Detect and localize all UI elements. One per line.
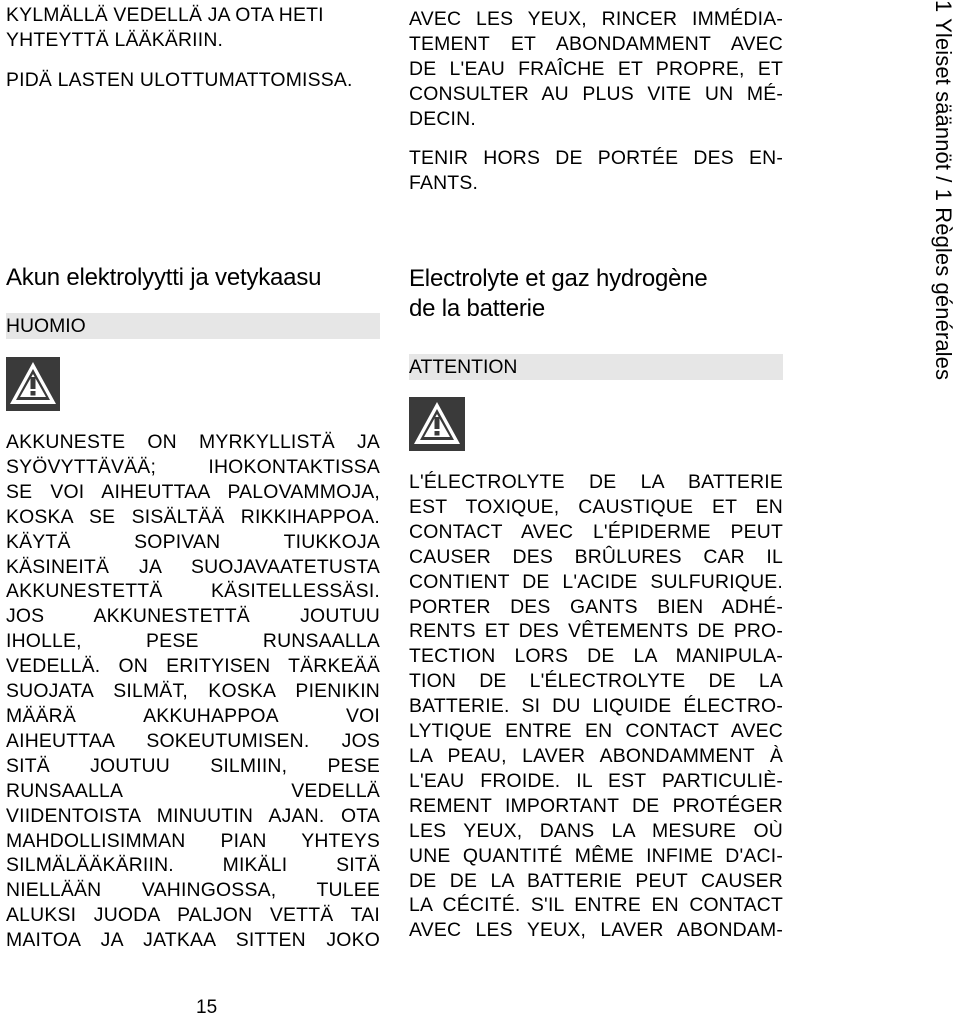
left-top-line: KYLMÄLLÄ VEDELLÄ JA OTA HETI [6, 4, 324, 26]
left-body-line: VIIDENTOISTA MINUUTIN AJAN. OTA [6, 804, 380, 827]
right-top-line: DE L'EAU FRAÎCHE ET PROPRE, ET [409, 57, 783, 80]
left-body-line: RUNSAALLA VEDELLÄ [6, 779, 380, 802]
right-body-line: BATTERIE. SI DU LIQUIDE ÉLECTRO- [409, 695, 783, 718]
right-body-line: LA CÉCITÉ. S'IL ENTRE EN CONTACT [409, 894, 783, 917]
right-keep-away-paragraph [409, 146, 783, 196]
left-body-line: JOS AKKUNESTETTÄ JOUTUU [6, 605, 380, 628]
side-chapter-title-text: 1 Yleiset säännöt / 1 Règles générales [931, 0, 956, 381]
right-body-line: CAUSER DES BRÛLURES CAR IL [409, 545, 783, 568]
side-chapter-title [928, 0, 958, 460]
right-top-line: CONSULTER AU PLUS VITE UN MÉ- [409, 82, 783, 105]
left-body-line: VEDELLÄ. ON ERITYISEN TÄRKEÄÄ [6, 655, 380, 678]
left-keep-away-text: PIDÄ LASTEN ULOTTUMATTOMISSA. [6, 69, 353, 91]
page-number: 15 [196, 997, 218, 1018]
right-body-line: EST TOXIQUE, CAUSTIQUE ET EN [409, 495, 783, 518]
right-body-line: L'EAU FROIDE. IL EST PARTICULIÈ- [409, 769, 783, 792]
warning-triangle-icon [6, 357, 60, 411]
left-body-line: AKKUNESTE ON MYRKYLLISTÄ JA [6, 431, 380, 453]
left-body-line: SITÄ JOUTUU SILMIIN, PESE [6, 754, 380, 777]
right-body-line: RENTS ET DES VÊTEMENTS DE PRO- [409, 620, 783, 643]
left-body-line: ALUKSI JUODA PALJON VETTÄ TAI [6, 904, 380, 927]
left-notice-label: HUOMIO [6, 315, 86, 337]
right-top-paragraph [409, 7, 783, 132]
right-body-line: UNE QUANTITÉ MÊME INFIME D'ACI- [409, 844, 783, 867]
left-body-line: MÄÄRÄ AKKUHAPPOA VOI [6, 704, 380, 727]
left-body-line: KÄSINEITÄ JA SUOJAVAATETUSTA [6, 555, 380, 578]
left-body-line: SYÖVYTTÄVÄÄ; IHOKONTAKTISSA [6, 455, 380, 478]
left-section-heading: Akun elektrolyytti ja vetykaasu [6, 264, 322, 291]
left-top-paragraph [6, 3, 380, 53]
left-warning-body [6, 430, 380, 953]
right-body-line: AVEC LES YEUX, LAVER ABONDAM- [409, 919, 783, 942]
right-body-line: LES YEUX, DANS LA MESURE OÙ [409, 819, 783, 842]
right-body-line: TECTION LORS DE LA MANIPULA- [409, 645, 783, 668]
right-warning-body [409, 470, 783, 943]
warning-triangle-icon [409, 397, 465, 451]
right-body-line: LA PEAU, LAVER ABONDAMMENT À [409, 744, 783, 767]
right-keep-away-line: FANTS. [409, 171, 479, 194]
right-body-line: PORTER DES GANTS BIEN ADHÉ- [409, 595, 783, 618]
right-body-line: CONTIENT DE L'ACIDE SULFURIQUE. [409, 570, 783, 593]
left-body-line: SE VOI AIHEUTTAA PALOVAMMOJA, [6, 480, 380, 503]
right-top-line: AVEC LES YEUX, RINCER IMMÉDIA- [409, 8, 783, 30]
left-body-line: NIELLÄÄN VAHINGOSSA, TULEE [6, 879, 380, 902]
right-body-line: TION DE L'ÉLECTROLYTE DE LA [409, 670, 783, 693]
left-top-line: YHTEYTTÄ LÄÄKÄRIIN. [6, 28, 224, 51]
right-body-line: REMENT IMPORTANT DE PROTÉGER [409, 794, 783, 817]
right-body-line: L'ÉLECTROLYTE DE LA BATTERIE [409, 471, 783, 493]
right-section-heading [409, 264, 783, 324]
left-body-line: SUOJATA SILMÄT, KOSKA PIENIKIN [6, 680, 380, 703]
left-body-line: AIHEUTTAA SOKEUTUMISEN. JOS [6, 729, 380, 752]
right-notice-bar [409, 354, 783, 380]
right-heading-line: de la batterie [409, 295, 545, 322]
left-notice-bar [6, 313, 380, 339]
right-top-line: TEMENT ET ABONDAMMENT AVEC [409, 32, 783, 55]
right-notice-label: ATTENTION [409, 356, 518, 378]
left-body-line: MAITOA JA JATKAA SITTEN JOKO [6, 929, 380, 952]
left-body-line: MAHDOLLISIMMAN PIAN YHTEYS [6, 829, 380, 852]
right-body-line: LYTIQUE ENTRE EN CONTACT AVEC [409, 720, 783, 743]
right-top-line: DECIN. [409, 107, 476, 130]
left-body-line: KOSKA SE SISÄLTÄÄ RIKKIHAPPOA. [6, 505, 380, 528]
right-body-line: CONTACT AVEC L'ÉPIDERME PEUT [409, 520, 783, 543]
right-body-line: DE DE LA BATTERIE PEUT CAUSER [409, 869, 783, 892]
left-body-line: SILMÄLÄÄKÄRIIN. MIKÄLI SITÄ [6, 854, 380, 877]
right-keep-away-line: TENIR HORS DE PORTÉE DES EN- [409, 147, 783, 169]
left-body-line: KÄYTÄ SOPIVAN TIUKKOJA [6, 530, 380, 553]
right-heading-line: Electrolyte et gaz hydrogène [409, 265, 708, 292]
left-body-line: AKKUNESTETTÄ KÄSITELLESSÄSI. [6, 580, 380, 603]
left-body-line: IHOLLE, PESE RUNSAALLA [6, 630, 380, 653]
